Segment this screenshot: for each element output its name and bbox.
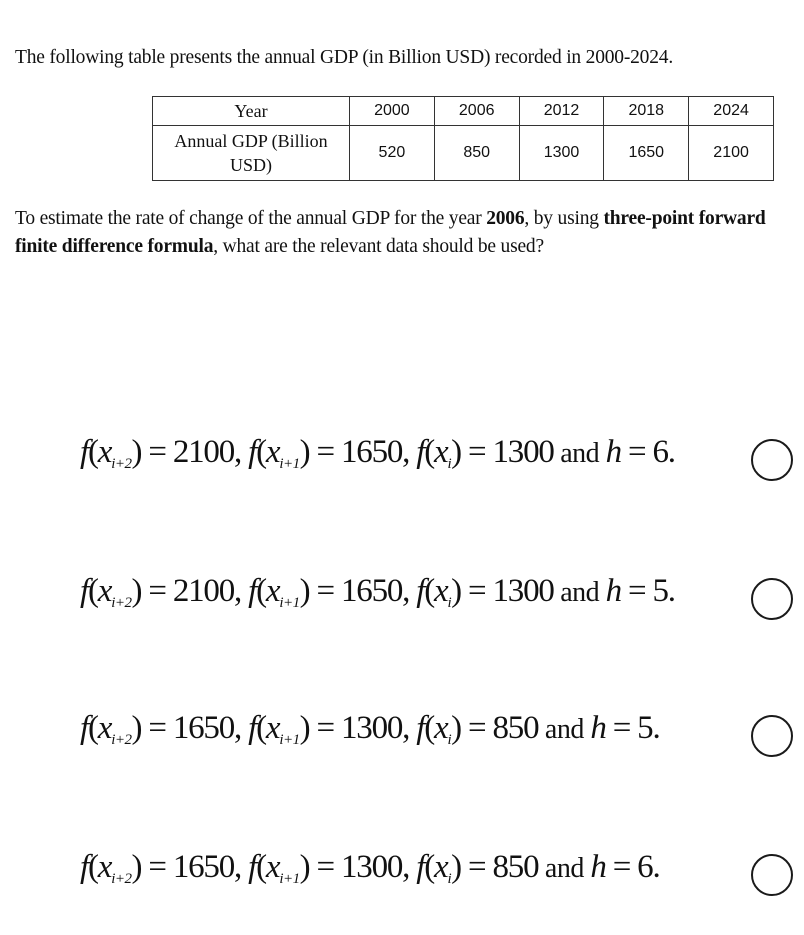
gdp-cell: 520 [350,126,435,181]
option-formula: $f(x_{i+2}) = 2100$, $f(x_{i+1}) = 1650$, $f(x_i) = 1300$ and h = 5. [80,573,675,611]
year-cell: 2012 [519,97,604,126]
f-i1-value: 1650 [340,434,403,470]
question-part: To estimate the rate of change of the annual GDP for the year [15,208,487,229]
year-cell: 2024 [689,97,774,126]
gdp-cell: 1300 [519,126,604,181]
f-i2-value: 2100 [172,434,235,470]
table-row [153,126,774,181]
year-cell: 2000 [350,97,435,126]
gdp-cell: 2100 [689,126,774,181]
f-i-value: 1300 [492,434,554,470]
answer-option-1[interactable] [80,426,800,490]
year-cell: 2006 [434,97,519,126]
gdp-table [152,96,774,181]
table-row [153,97,774,126]
radio-button[interactable] [751,439,793,481]
gdp-cell: 850 [434,126,519,181]
year-header: Year [153,97,350,126]
option-formula: $f(x_{i+2}) = 1650$, $f(x_{i+1}) = 1300$, $f(x_i) = 850$ and h = 5. [80,710,660,748]
question-year: 2006 [486,208,525,229]
gdp-header-line1: Annual GDP (Billion [174,131,328,151]
option-formula: $f(x_{i+2}) = 1650$, $f(x_{i+1}) = 1300$, $f(x_i) = 850$ and h = 6. [80,849,660,887]
intro-text: The following table presents the annual GDP (in Billion USD) recorded in 2000-2024. [15,47,674,68]
gdp-header [153,126,350,181]
option-formula: $f(x_{i+2}) = 2100$, $f(x_{i+1}) = 1650$, $f(x_i) = 1300$ and h = 6. [80,434,675,472]
gdp-cell: 1650 [604,126,689,181]
question-part: , by using [524,208,604,229]
answer-option-3[interactable] [80,702,800,766]
gdp-header-line2: USD) [229,155,272,175]
f-i1-value: 1300 [340,710,403,746]
f-i2-value: 1650 [172,849,235,885]
h-value: 6 [652,434,668,470]
radio-button[interactable] [751,578,793,620]
f-i2-value: 1650 [172,710,235,746]
f-i-value: 1300 [492,573,554,609]
year-cell: 2018 [604,97,689,126]
h-value: 6 [637,849,653,885]
radio-button[interactable] [751,854,793,896]
f-i-value: 850 [492,710,539,746]
h-value: 5 [637,710,653,746]
f-i1-value: 1300 [340,849,403,885]
radio-button[interactable] [751,715,793,757]
f-i2-value: 2100 [172,573,235,609]
question-part: , what are the relevant data should be used? [213,236,544,257]
answer-option-4[interactable] [80,841,800,905]
answer-option-2[interactable] [80,565,800,629]
question-method: three-point forward finite difference formula [15,208,766,257]
f-i1-value: 1650 [340,573,403,609]
question-text [15,205,775,261]
h-value: 5 [652,573,668,609]
f-i-value: 850 [492,849,539,885]
